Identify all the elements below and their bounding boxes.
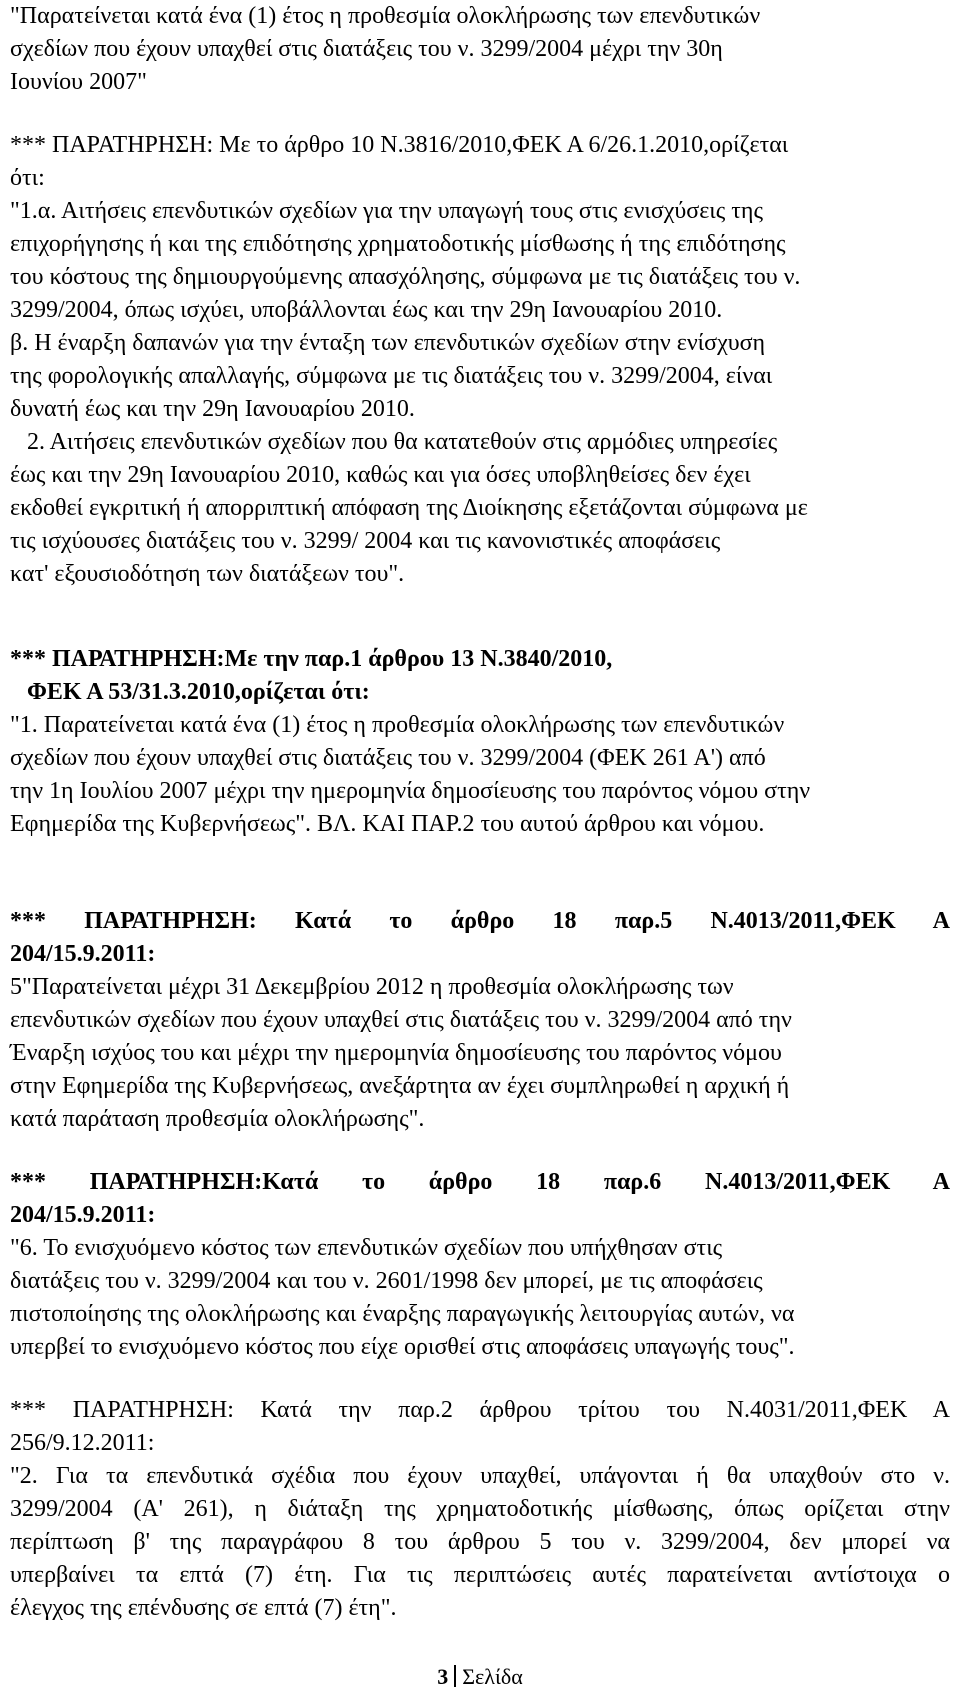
text-line: "1.α. Αιτήσεις επενδυτικών σχεδίων για την υπαγωγή τους στις ενισχύσεις της	[10, 198, 763, 224]
text-line: *** ΠΑΡΑΤΗΡΗΣΗ: Κατά το άρθρο 18 παρ.5 Ν.4013/2011,ΦΕΚ Α	[10, 908, 950, 934]
text-line: 3299/2004 (Α' 261), η διάταξη της χρηματοδοτικής μίσθωσης, όπως ορίζεται στην	[10, 1496, 950, 1522]
text-line: ότι:	[10, 165, 45, 191]
text-line: "1. Παρατείνεται κατά ένα (1) έτος η προθεσμία ολοκλήρωσης των επενδυτικών	[10, 712, 785, 738]
text-line: έλεγχος της επένδυσης σε επτά (7) έτη".	[10, 1595, 397, 1621]
page-label: Σελίδα	[462, 1664, 523, 1689]
text-line: στην Εφημερίδα της Κυβερνήσεως, ανεξάρτητα αν έχει συμπληρωθεί η αρχική ή	[10, 1073, 790, 1099]
text-line: 256/9.12.2011:	[10, 1430, 155, 1456]
text-line: εκδοθεί εγκριτική ή απορριπτική απόφαση της Διοίκησης εξετάζονται σύμφωνα με	[10, 495, 808, 521]
text-line: 2. Αιτήσεις επενδυτικών σχεδίων που θα κατατεθούν στις αρμόδιες υπηρεσίες	[27, 429, 778, 455]
text-line: *** ΠΑΡΑΤΗΡΗΣΗ:Με την παρ.1 άρθρου 13 Ν.3840/2010,	[10, 646, 613, 672]
text-line: επενδυτικών σχεδίων που έχουν υπαχθεί στις διατάξεις του ν. 3299/2004 από την	[10, 1007, 792, 1033]
note-heading-n4031	[10, 1394, 950, 1460]
text-line: σχεδίων που έχουν υπαχθεί στις διατάξεις του ν. 3299/2004 (ΦΕΚ 261 Α') από	[10, 745, 766, 771]
text-line: υπερβαίνει τα επτά (7) έτη. Για τις περιπτώσεις αυτές παρατείνεται αντίστοιχα ο	[10, 1562, 950, 1588]
note-heading-n3840	[10, 643, 950, 709]
paragraph-applications-2010	[10, 195, 950, 591]
text-line: *** ΠΑΡΑΤΗΡΗΣΗ: Κατά την παρ.2 άρθρου τρίτου του Ν.4031/2011,ΦΕΚ Α	[10, 1397, 950, 1423]
text-line: κατά παράταση προθεσμία ολοκλήρωσης".	[10, 1106, 425, 1132]
document-page	[10, 0, 950, 1700]
text-line: της φορολογικής απαλλαγής, σύμφωνα με τις διατάξεις του ν. 3299/2004, είναι	[10, 363, 773, 389]
page-number: 3	[437, 1664, 449, 1689]
text-line: έως και την 29η Ιανουαρίου 2010, καθώς και για όσες υποβληθείσες δεν έχει	[10, 462, 751, 488]
text-line: β. Η έναρξη δαπανών για την ένταξη των επενδυτικών σχεδίων στην ενίσχυση	[10, 330, 766, 356]
text-line: περίπτωση β' της παραγράφου 8 του άρθρου 5 του ν. 3299/2004, δεν μπορεί να	[10, 1529, 950, 1555]
text-line: 204/15.9.2011:	[10, 1202, 156, 1228]
paragraph-leasing	[10, 1460, 950, 1625]
page-footer	[10, 1662, 950, 1692]
paragraph-extension-2012	[10, 971, 950, 1136]
text-line: τις ισχύουσες διατάξεις του ν. 3299/ 2004 και τις κανονιστικές αποφάσεις	[10, 528, 721, 554]
text-line: υπερβεί το ενισχυόμενο κόστος που είχε ορισθεί στις αποφάσεις υπαγωγής τους".	[10, 1334, 795, 1360]
footer-separator	[454, 1665, 456, 1687]
text-line: 5"Παρατείνεται μέχρι 31 Δεκεμβρίου 2012 η προθεσμία ολοκλήρωσης των	[10, 974, 734, 1000]
note-heading-n4013-par6	[10, 1166, 950, 1232]
text-line: "2. Για τα επενδυτικά σχέδια που έχουν υπαχθεί, υπάγονται ή θα υπαχθούν στο ν.	[10, 1463, 950, 1489]
text-line: Εφημερίδα της Κυβερνήσεως". ΒΛ. ΚΑΙ ΠΑΡ.2 του αυτού άρθρου και νόμου.	[10, 811, 765, 837]
paragraph-subsidized-cost	[10, 1232, 950, 1364]
paragraph-extension-2007	[10, 0, 950, 99]
text-line: σχεδίων που έχουν υπαχθεί στις διατάξεις του ν. 3299/2004 μέχρι την 30η	[10, 36, 723, 62]
text-line: 204/15.9.2011:	[10, 941, 156, 967]
text-line: επιχορήγησης ή και της επιδότησης χρηματοδοτικής μίσθωσης ή της επιδότησης	[10, 231, 786, 257]
text-line: Έναρξη ισχύος του και μέχρι την ημερομηνία δημοσίευσης του παρόντος νόμου	[10, 1040, 782, 1066]
text-line: διατάξεις του ν. 3299/2004 και του ν. 2601/1998 δεν μπορεί, με τις αποφάσεις	[10, 1268, 763, 1294]
text-line: Ιουνίου 2007"	[10, 69, 147, 95]
text-line: "6. Το ενισχυόμενο κόστος των επενδυτικών σχεδίων που υπήχθησαν στις	[10, 1235, 723, 1261]
text-line: *** ΠΑΡΑΤΗΡΗΣΗ: Με το άρθρο 10 Ν.3816/2010,ΦΕΚ Α 6/26.1.2010,ορίζεται	[10, 132, 789, 158]
paragraph-extension-n3840	[10, 709, 950, 841]
text-line: πιστοποίησης της ολοκλήρωσης και έναρξης παραγωγικής λειτουργίας αυτών, να	[10, 1301, 795, 1327]
text-line: την 1η Ιουλίου 2007 μέχρι την ημερομηνία δημοσίευσης του παρόντος νόμου στην	[10, 778, 811, 804]
text-line: ΦΕΚ Α 53/31.3.2010,ορίζεται ότι:	[27, 679, 370, 705]
text-line: του κόστους της δημιουργούμενης απασχόλησης, σύμφωνα με τις διατάξεις του ν.	[10, 264, 801, 290]
note-heading-n3816	[10, 129, 950, 195]
text-line: "Παρατείνεται κατά ένα (1) έτος η προθεσμία ολοκλήρωσης των επενδυτικών	[10, 3, 761, 29]
text-line: *** ΠΑΡΑΤΗΡΗΣΗ:Κατά το άρθρο 18 παρ.6 Ν.4013/2011,ΦΕΚ Α	[10, 1169, 950, 1195]
note-heading-n4013-par5	[10, 905, 950, 971]
text-line: δυνατή έως και την 29η Ιανουαρίου 2010.	[10, 396, 415, 422]
text-line: κατ' εξουσιοδότηση των διατάξεων του".	[10, 561, 405, 587]
text-line: 3299/2004, όπως ισχύει, υποβάλλονται έως και την 29η Ιανουαρίου 2010.	[10, 297, 723, 323]
